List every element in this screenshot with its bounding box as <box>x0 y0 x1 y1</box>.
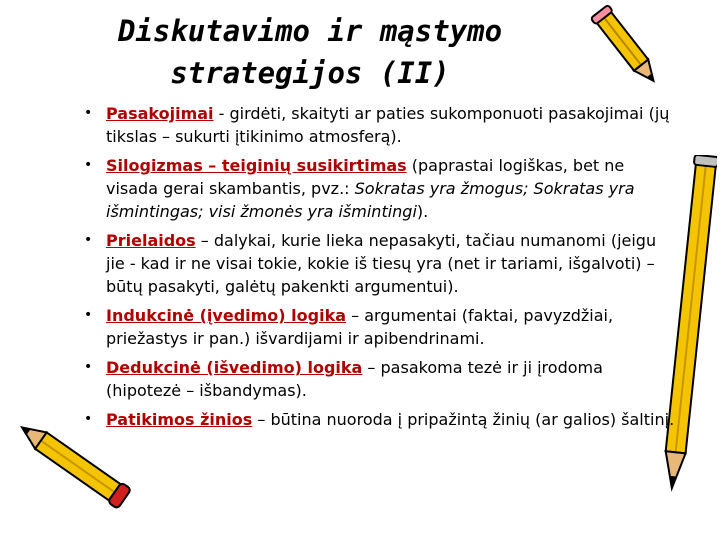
bullet-text: - girdėti, skaityti ar paties sukomponuoti pasakojimai (jų tikslas – sukurti įtikinimo atmosferą). <box>106 104 670 146</box>
bullet-term: Silogizmas – teiginių susikirtimas <box>106 156 407 175</box>
bullet-item <box>78 229 678 298</box>
bullet-term: Prielaidos <box>106 231 196 250</box>
bullet-example: Sokratas yra žmogus; Sokratas yra išmintingas; visi žmonės yra išmintingi <box>106 179 635 221</box>
bullet-dot: • <box>84 232 93 248</box>
bullet-text: (paprastai logiškas, bet ne visada gerai skambantis, pvz.: <box>106 156 625 198</box>
bullet-item <box>78 154 678 223</box>
bullet-tail: ). <box>416 202 429 221</box>
bullet-text: – būtina nuoroda <box>252 410 398 429</box>
bullet-term: Indukcinė (įvedimo) logika <box>106 306 347 325</box>
bullet-list <box>78 102 678 431</box>
bullet-term: Dedukcinė (išvedimo) logika <box>106 358 363 377</box>
bullet-dot: • <box>84 411 93 427</box>
bullet-text: – pasakoma tezė ir ji įrodoma (hipotezė – išbandymas). <box>106 358 603 400</box>
bullet-item <box>78 408 678 431</box>
bullet-underlined: į <box>664 410 670 429</box>
bullet-item <box>78 102 678 148</box>
bullet-term: Patikimos žinios <box>106 410 253 429</box>
bullet-item <box>78 356 678 402</box>
title-line-1: Diskutavimo ir mąstymo <box>117 14 503 48</box>
bullet-text: . <box>669 410 675 429</box>
bullet-text: – argumentai (faktai, pavyzdžiai, priežastys ir pan.) išvardijami ir apibendrinami. <box>106 306 614 348</box>
bullet-item <box>78 304 678 350</box>
title-line-2: strategijos (II) <box>170 56 450 90</box>
slide-title <box>70 10 550 94</box>
pencil-icon-top-right <box>590 0 665 95</box>
bullet-dot: • <box>84 105 93 121</box>
bullet-dot: • <box>84 157 93 173</box>
bullet-text: pripažintą žinių (ar galios) šaltin <box>402 410 665 429</box>
bullet-dot: • <box>84 307 93 323</box>
bullet-dot: • <box>84 359 93 375</box>
bullet-term: Pasakojimai <box>106 104 214 123</box>
bullet-text: – dalykai, kurie lieka nepasakyti, tačiau numanomi (jeigu jie - kad ir ne visai tokie, kokie iš tiesų yra (net ir tariami, išgalvoti) – būtų pasakyti, galėtų pakenkti argumentui). <box>106 231 657 296</box>
bullet-underlined: į <box>397 410 403 429</box>
pencil-icon-bottom-left <box>20 420 160 530</box>
